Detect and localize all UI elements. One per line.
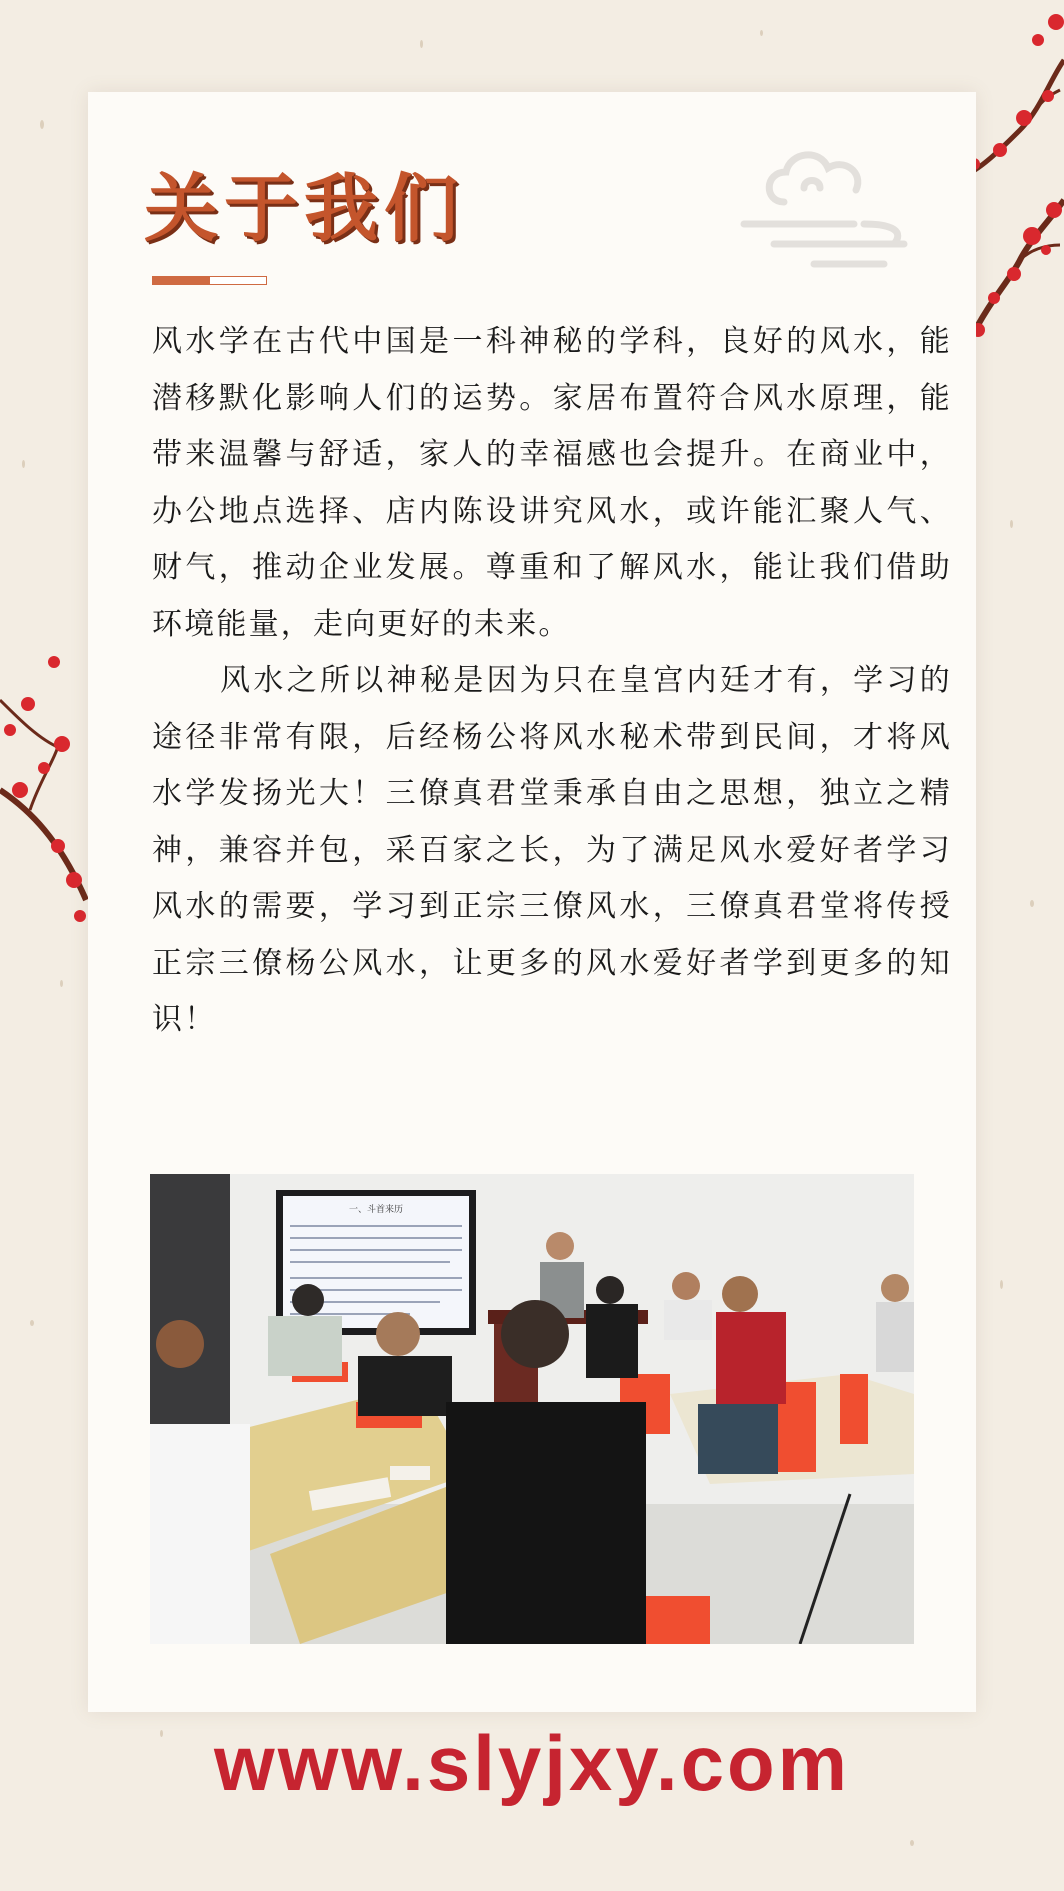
content-card [88,92,976,1712]
slide-heading: 一、斗首来历 [348,1205,404,1215]
plum-blossom-branch-left [0,640,92,940]
page-title: 关于我们 [144,166,464,252]
paragraph-2: 风水之所以神秘是因为只在皇宫内廷才有，学习的途径非常有限，后经杨公将风水秘术带到民间，才将风水学发扬光大！三僚真君堂秉承自由之思想，独立之精神，兼容并包，采百家之长，为了满足风水爱好者学习风水的需要，学习到正宗三僚风水，三僚真君堂将传授正宗三僚杨公风水，让更多的风水爱好者学到更多的知识！ [152,663,952,1037]
cloud-icon [724,132,924,272]
classroom-photo [150,1174,914,1644]
paragraph-1: 风水学在古代中国是一科神秘的学科，良好的风水，能潜移默化影响人们的运势。家居布置符合风水原理，能带来温馨与舒适，家人的幸福感也会提升。在商业中，办公地点选择、店内陈设讲究风水，或许能汇聚人气、财气，推动企业发展。尊重和了解风水，能让我们借助环境能量，走向更好的未来。 [152,324,952,642]
title-underline [152,276,270,285]
website-url[interactable]: www.slyjxy.com [214,1719,850,1807]
intro-text [152,314,952,1049]
